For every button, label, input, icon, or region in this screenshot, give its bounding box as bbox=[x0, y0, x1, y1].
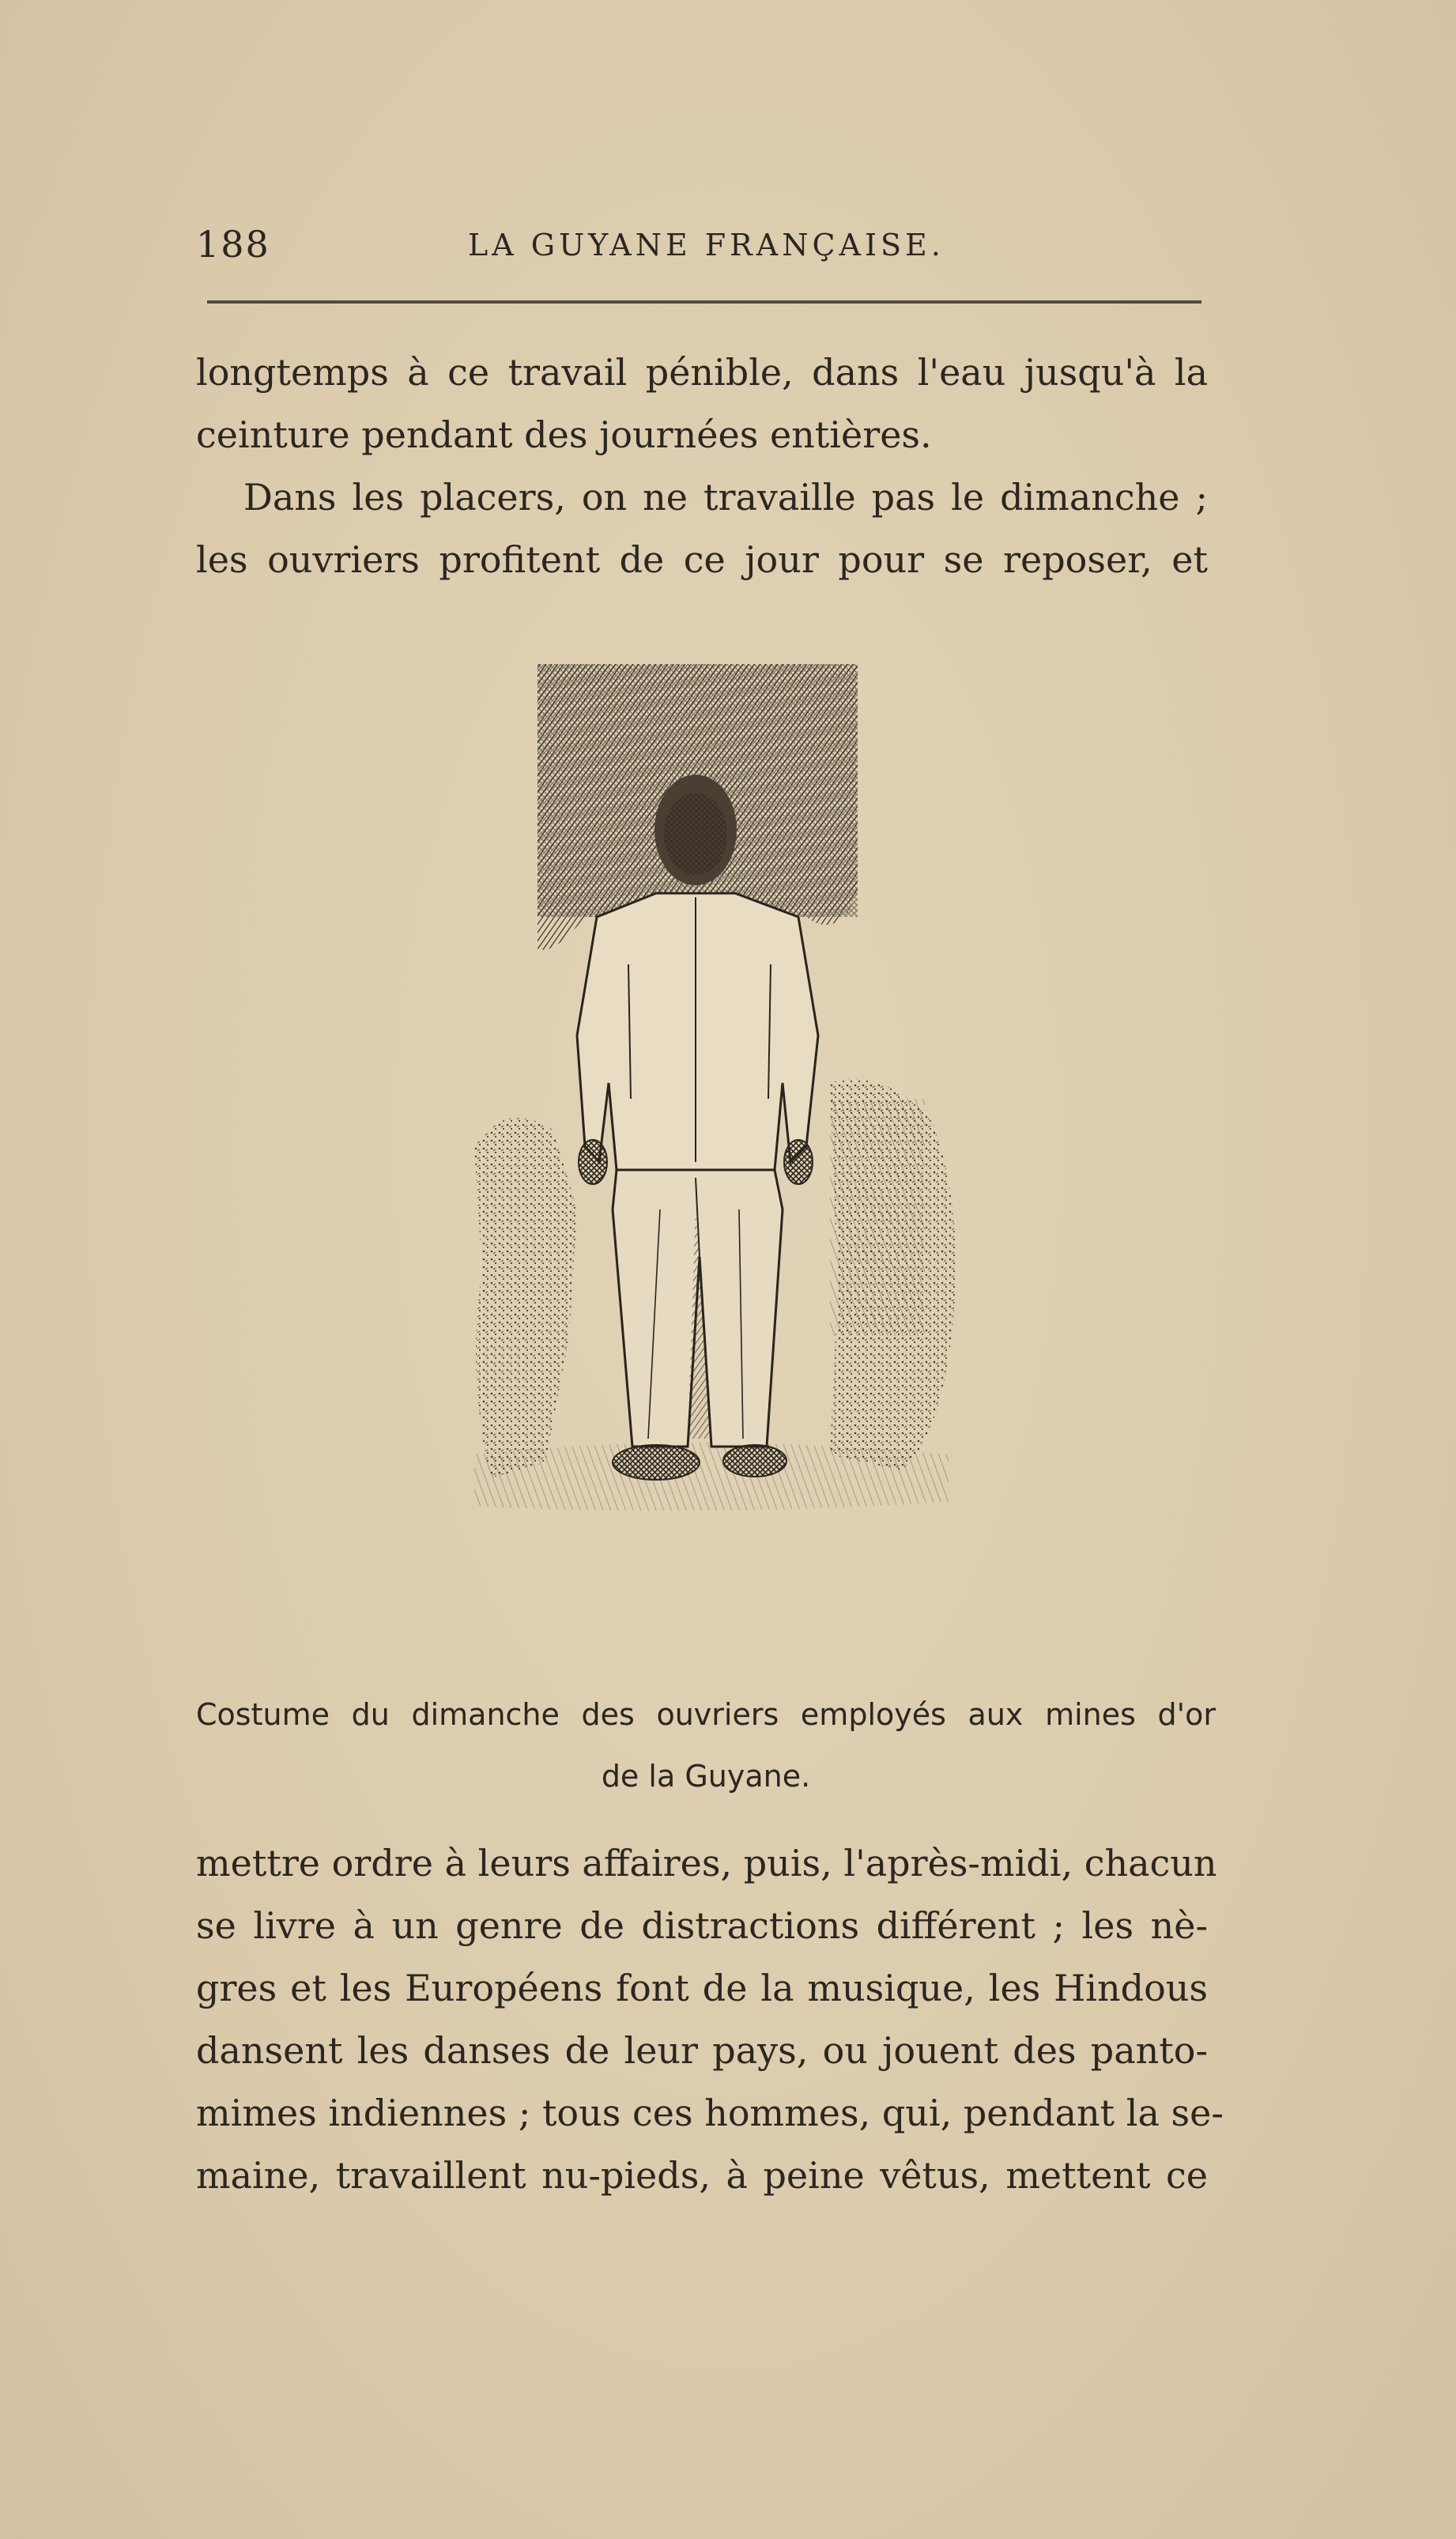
text-line: maine, travaillent nu-pieds, à peine vêtus, mettent ce bbox=[196, 2154, 1208, 2197]
running-title: LA GUYANE FRANÇAISE. bbox=[468, 228, 945, 262]
text-line: longtemps à ce travail pénible, dans l'eau jusqu'à la bbox=[196, 351, 1208, 394]
text-line: mettre ordre à leurs affaires, puis, l'après-midi, chacun bbox=[196, 1842, 1217, 1884]
paragraph-bottom bbox=[196, 1832, 1224, 2207]
text-line: mimes indiennes ; tous ces hommes, qui, pendant la se- bbox=[196, 2092, 1224, 2134]
text-line: se livre à un genre de distractions différent ; les nè- bbox=[196, 1904, 1208, 1947]
page-header bbox=[196, 223, 1201, 270]
engraving-illustration bbox=[458, 656, 972, 1684]
header-rule bbox=[207, 300, 1201, 304]
figure-shirt bbox=[577, 893, 818, 1170]
figure-foot-right bbox=[723, 1445, 786, 1477]
text-line: les ouvriers profitent de ce jour pour se reposer, et bbox=[196, 538, 1208, 581]
ground bbox=[474, 1443, 949, 1511]
figure-foot-left bbox=[613, 1445, 700, 1480]
caption-line: Costume du dimanche des ouvriers employés aux mines d'or bbox=[196, 1697, 1216, 1732]
text-line: Dans les placers, on ne travaille pas le dimanche ; bbox=[243, 476, 1208, 519]
text-line: dansent les danses de leur pays, ou jouent des panto- bbox=[196, 2029, 1208, 2072]
paragraph-top bbox=[196, 341, 1208, 591]
foliage-left bbox=[474, 1118, 577, 1478]
page-number: 188 bbox=[196, 223, 270, 266]
text-line: ceinture pendant des journées entières. bbox=[196, 413, 932, 456]
figure-caption bbox=[196, 1684, 1216, 1807]
text-line: gres et les Européens font de la musique, les Hindous bbox=[196, 1967, 1208, 2009]
caption-line: de la Guyane. bbox=[601, 1759, 811, 1794]
